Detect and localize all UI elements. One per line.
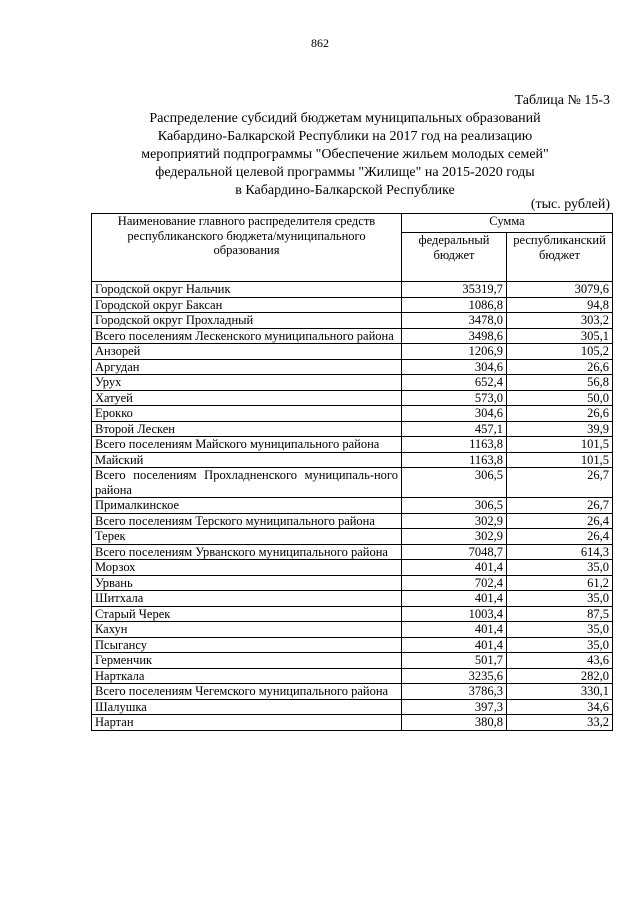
row-republican-value: 26,7 (507, 468, 613, 498)
row-name: Урвань (92, 575, 402, 591)
table-row (92, 406, 613, 422)
row-federal-value: 702,4 (402, 575, 507, 591)
header-federal: федеральный бюджет (402, 233, 507, 282)
row-republican-value: 101,5 (507, 437, 613, 453)
row-name: Хатуей (92, 390, 402, 406)
row-name: Терек (92, 529, 402, 545)
table-row (92, 437, 613, 453)
table-row (92, 421, 613, 437)
row-federal-value: 401,4 (402, 560, 507, 576)
table-row (92, 622, 613, 638)
table-row (92, 375, 613, 391)
row-name: Всего поселениям Терского муниципального района (92, 513, 402, 529)
row-federal-value: 1003,4 (402, 606, 507, 622)
row-name: Второй Лескен (92, 421, 402, 437)
row-republican-value: 305,1 (507, 328, 613, 344)
table-row (92, 637, 613, 653)
row-federal-value: 401,4 (402, 637, 507, 653)
row-republican-value: 26,7 (507, 498, 613, 514)
table-row (92, 529, 613, 545)
row-federal-value: 1163,8 (402, 437, 507, 453)
row-federal-value: 1206,9 (402, 344, 507, 360)
row-name: Майский (92, 452, 402, 468)
budget-table (91, 213, 613, 731)
row-name: Псыгансу (92, 637, 402, 653)
row-republican-value: 56,8 (507, 375, 613, 391)
row-name: Городской округ Баксан (92, 297, 402, 313)
row-federal-value: 306,5 (402, 468, 507, 498)
row-name: Всего поселениям Майского муниципального района (92, 437, 402, 453)
row-name: Всего поселениям Прохладненского муниципаль-ного района (92, 468, 402, 498)
row-republican-value: 303,2 (507, 313, 613, 329)
table-row (92, 591, 613, 607)
row-republican-value: 33,2 (507, 715, 613, 731)
table-label: Таблица № 15-3 (514, 93, 610, 108)
table-row (92, 498, 613, 514)
row-federal-value: 3786,3 (402, 684, 507, 700)
row-federal-value: 457,1 (402, 421, 507, 437)
row-name: Всего поселениям Чегемского муниципального района (92, 684, 402, 700)
table-row (92, 390, 613, 406)
row-federal-value: 397,3 (402, 699, 507, 715)
row-federal-value: 302,9 (402, 513, 507, 529)
table-row (92, 513, 613, 529)
units-label: (тыс. рублей) (530, 197, 610, 212)
row-federal-value: 1163,8 (402, 452, 507, 468)
table-row (92, 684, 613, 700)
table-row (92, 544, 613, 560)
row-name: Шитхала (92, 591, 402, 607)
row-republican-value: 26,4 (507, 513, 613, 529)
row-name: Герменчик (92, 653, 402, 669)
table-row (92, 715, 613, 731)
row-name: Ерокко (92, 406, 402, 422)
row-federal-value: 306,5 (402, 498, 507, 514)
row-republican-value: 43,6 (507, 653, 613, 669)
row-federal-value: 652,4 (402, 375, 507, 391)
table-row (92, 328, 613, 344)
row-republican-value: 50,0 (507, 390, 613, 406)
row-republican-value: 330,1 (507, 684, 613, 700)
row-republican-value: 26,6 (507, 406, 613, 422)
row-name: Городской округ Прохладный (92, 313, 402, 329)
table-row (92, 575, 613, 591)
row-name: Всего поселениям Лескенского муниципального района (92, 328, 402, 344)
row-federal-value: 3478,0 (402, 313, 507, 329)
row-republican-value: 61,2 (507, 575, 613, 591)
row-name: Аргудан (92, 359, 402, 375)
row-republican-value: 35,0 (507, 560, 613, 576)
row-federal-value: 573,0 (402, 390, 507, 406)
row-federal-value: 501,7 (402, 653, 507, 669)
title-line: Распределение субсидий бюджетам муниципальных образований (149, 111, 541, 126)
table-title (100, 110, 590, 200)
row-name: Урух (92, 375, 402, 391)
table-row (92, 452, 613, 468)
title-line: федеральной целевой программы "Жилище" на 2015-2020 годы (155, 165, 535, 180)
row-republican-value: 26,4 (507, 529, 613, 545)
table-row (92, 297, 613, 313)
row-republican-value: 614,3 (507, 544, 613, 560)
table-row (92, 282, 613, 298)
table-row (92, 468, 613, 498)
row-federal-value: 3235,6 (402, 668, 507, 684)
row-republican-value: 26,6 (507, 359, 613, 375)
row-name: Прималкинское (92, 498, 402, 514)
table-row (92, 653, 613, 669)
row-federal-value: 304,6 (402, 359, 507, 375)
title-line: в Кабардино-Балкарской Республике (235, 183, 455, 198)
row-name: Нарткала (92, 668, 402, 684)
row-federal-value: 1086,8 (402, 297, 507, 313)
row-republican-value: 94,8 (507, 297, 613, 313)
row-name: Всего поселениям Урванского муниципального района (92, 544, 402, 560)
row-federal-value: 7048,7 (402, 544, 507, 560)
row-federal-value: 3498,6 (402, 328, 507, 344)
row-name: Шалушка (92, 699, 402, 715)
table-header (92, 214, 613, 282)
row-federal-value: 401,4 (402, 591, 507, 607)
row-name: Старый Черек (92, 606, 402, 622)
row-name: Кахун (92, 622, 402, 638)
row-republican-value: 35,0 (507, 637, 613, 653)
row-federal-value: 35319,7 (402, 282, 507, 298)
table-row (92, 313, 613, 329)
table-row (92, 560, 613, 576)
row-federal-value: 401,4 (402, 622, 507, 638)
table-row (92, 668, 613, 684)
row-name: Морзох (92, 560, 402, 576)
row-name: Нартан (92, 715, 402, 731)
row-republican-value: 3079,6 (507, 282, 613, 298)
row-name: Городской округ Нальчик (92, 282, 402, 298)
row-federal-value: 304,6 (402, 406, 507, 422)
table-row (92, 344, 613, 360)
header-name: Наименование главного распределителя средств республиканского бюджета/муниципального образования (92, 214, 402, 282)
row-republican-value: 101,5 (507, 452, 613, 468)
row-name: Анзорей (92, 344, 402, 360)
row-federal-value: 380,8 (402, 715, 507, 731)
row-republican-value: 105,2 (507, 344, 613, 360)
row-federal-value: 302,9 (402, 529, 507, 545)
row-republican-value: 282,0 (507, 668, 613, 684)
row-republican-value: 35,0 (507, 591, 613, 607)
row-republican-value: 39,9 (507, 421, 613, 437)
row-republican-value: 34,6 (507, 699, 613, 715)
header-sum: Сумма (402, 214, 613, 233)
table-row (92, 606, 613, 622)
title-line: мероприятий подпрограммы "Обеспечение жильем молодых семей" (141, 147, 549, 162)
page-number: 862 (311, 36, 329, 50)
table-row (92, 699, 613, 715)
table-body (92, 282, 613, 731)
row-republican-value: 35,0 (507, 622, 613, 638)
row-republican-value: 87,5 (507, 606, 613, 622)
header-republican: республиканский бюджет (507, 233, 613, 282)
table-row (92, 359, 613, 375)
title-line: Кабардино-Балкарской Республики на 2017 год на реализацию (157, 129, 533, 144)
